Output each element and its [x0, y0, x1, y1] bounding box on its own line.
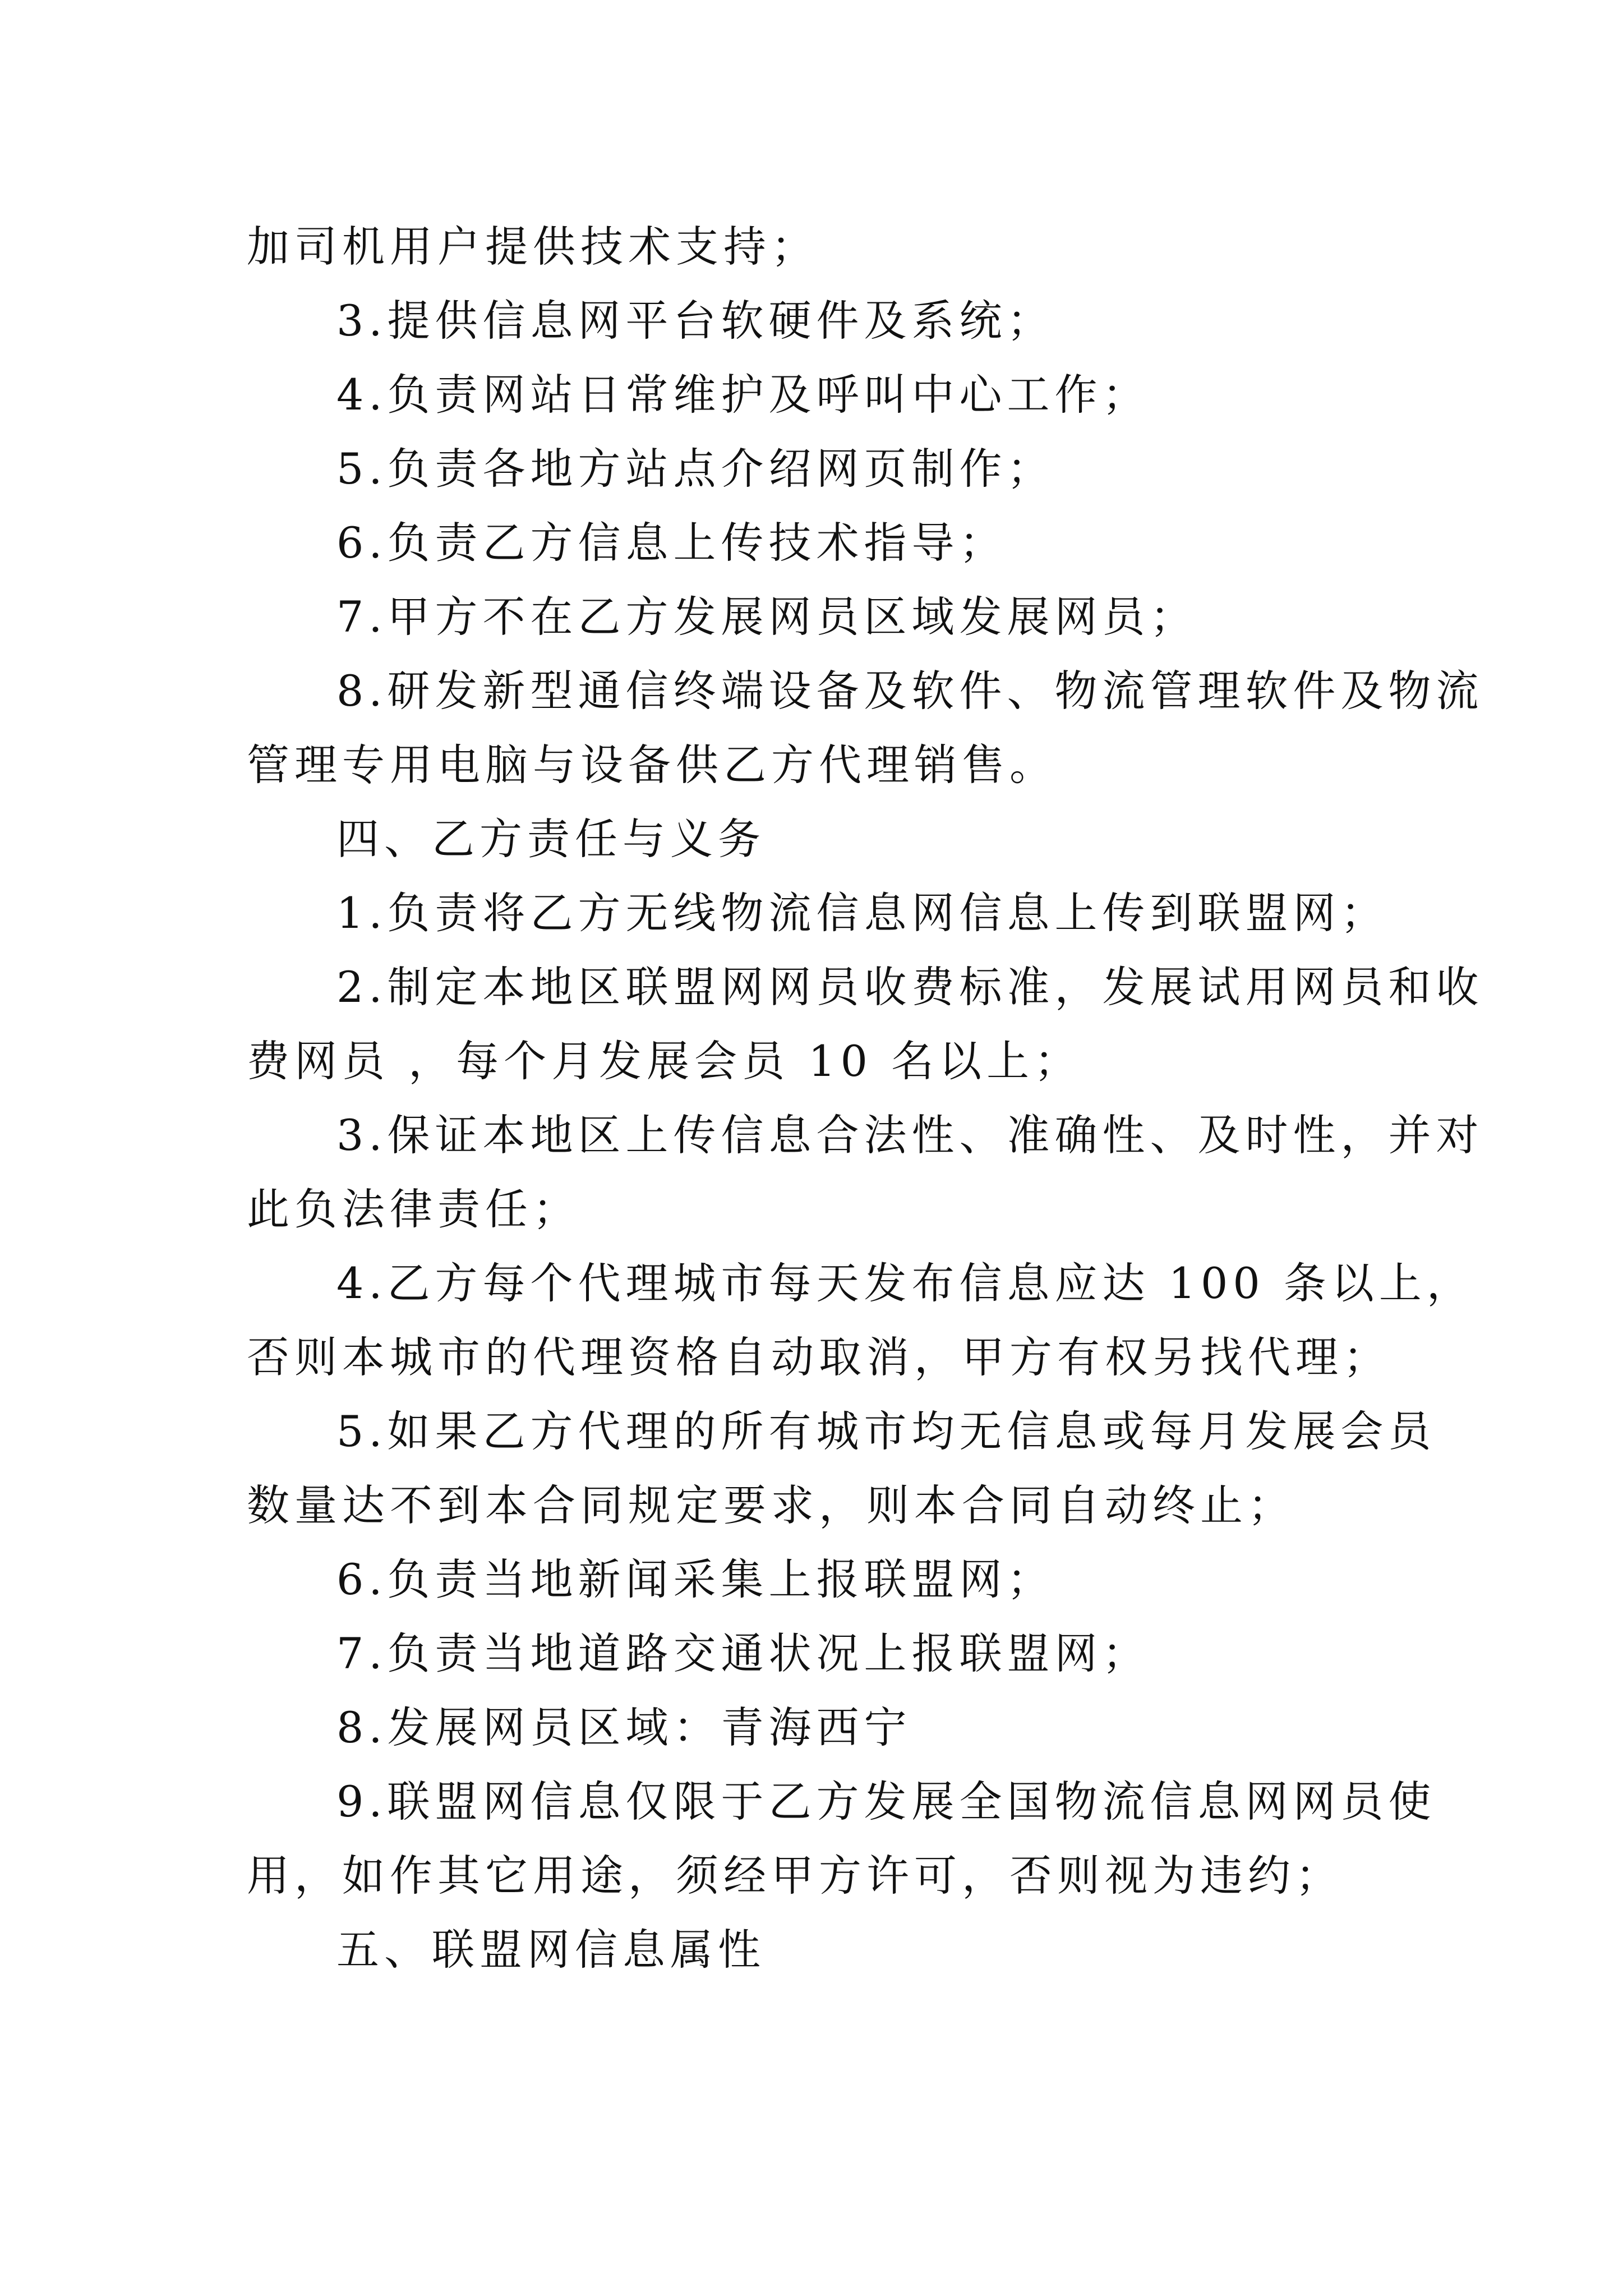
text-line: 此负法律责任；: [247, 1184, 580, 1234]
text-line: 8.发展网员区域：青海西宁: [336, 1703, 912, 1752]
text-line: 否则本城市的代理资格自动取消，甲方有权另找代理；: [247, 1332, 1391, 1382]
text-line: 7.甲方不在乙方发展网员区域发展网员；: [336, 592, 1198, 642]
text-line: 4.乙方每个代理城市每天发布信息应达 100 条以上，: [336, 1258, 1474, 1308]
text-line: 7.负责当地道路交通状况上报联盟网；: [336, 1628, 1150, 1678]
text-line: 加司机用户提供技术支持；: [247, 222, 819, 272]
text-line: 数量达不到本合同规定要求，则本合同自动终止；: [247, 1480, 1295, 1530]
section-heading: 四、乙方责任与义务: [336, 814, 766, 864]
text-line: 用，如作其它用途，须经甲方许可，否则视为违约；: [247, 1851, 1343, 1901]
text-line: 2.制定本地区联盟网网员收费标准，发展试用网员和收: [336, 962, 1484, 1012]
text-line: 1.负责将乙方无线物流信息网信息上传到联盟网；: [336, 888, 1389, 938]
text-line: 9.联盟网信息仅限于乙方发展全国物流信息网网员使: [336, 1777, 1436, 1826]
text-line: 6.负责当地新闻采集上报联盟网；: [336, 1554, 1055, 1604]
section-heading: 五、联盟网信息属性: [336, 1925, 766, 1975]
text-line: 管理专用电脑与设备供乙方代理销售。: [247, 740, 1057, 790]
text-line: 8.研发新型通信终端设备及软件、物流管理软件及物流: [336, 666, 1484, 716]
text-line: 6.负责乙方信息上传技术指导；: [336, 518, 1007, 568]
text-line: 5.如果乙方代理的所有城市均无信息或每月发展会员: [336, 1406, 1436, 1456]
text-line: 3.保证本地区上传信息合法性、准确性、及时性，并对: [336, 1110, 1484, 1160]
text-line: 4.负责网站日常维护及呼叫中心工作；: [336, 370, 1150, 420]
text-line: 3.提供信息网平台软硬件及系统；: [336, 296, 1055, 346]
text-line: 费网员 ，每个月发展会员 10 名以上；: [247, 1036, 1082, 1086]
text-line: 5.负责各地方站点介绍网页制作；: [336, 444, 1055, 494]
